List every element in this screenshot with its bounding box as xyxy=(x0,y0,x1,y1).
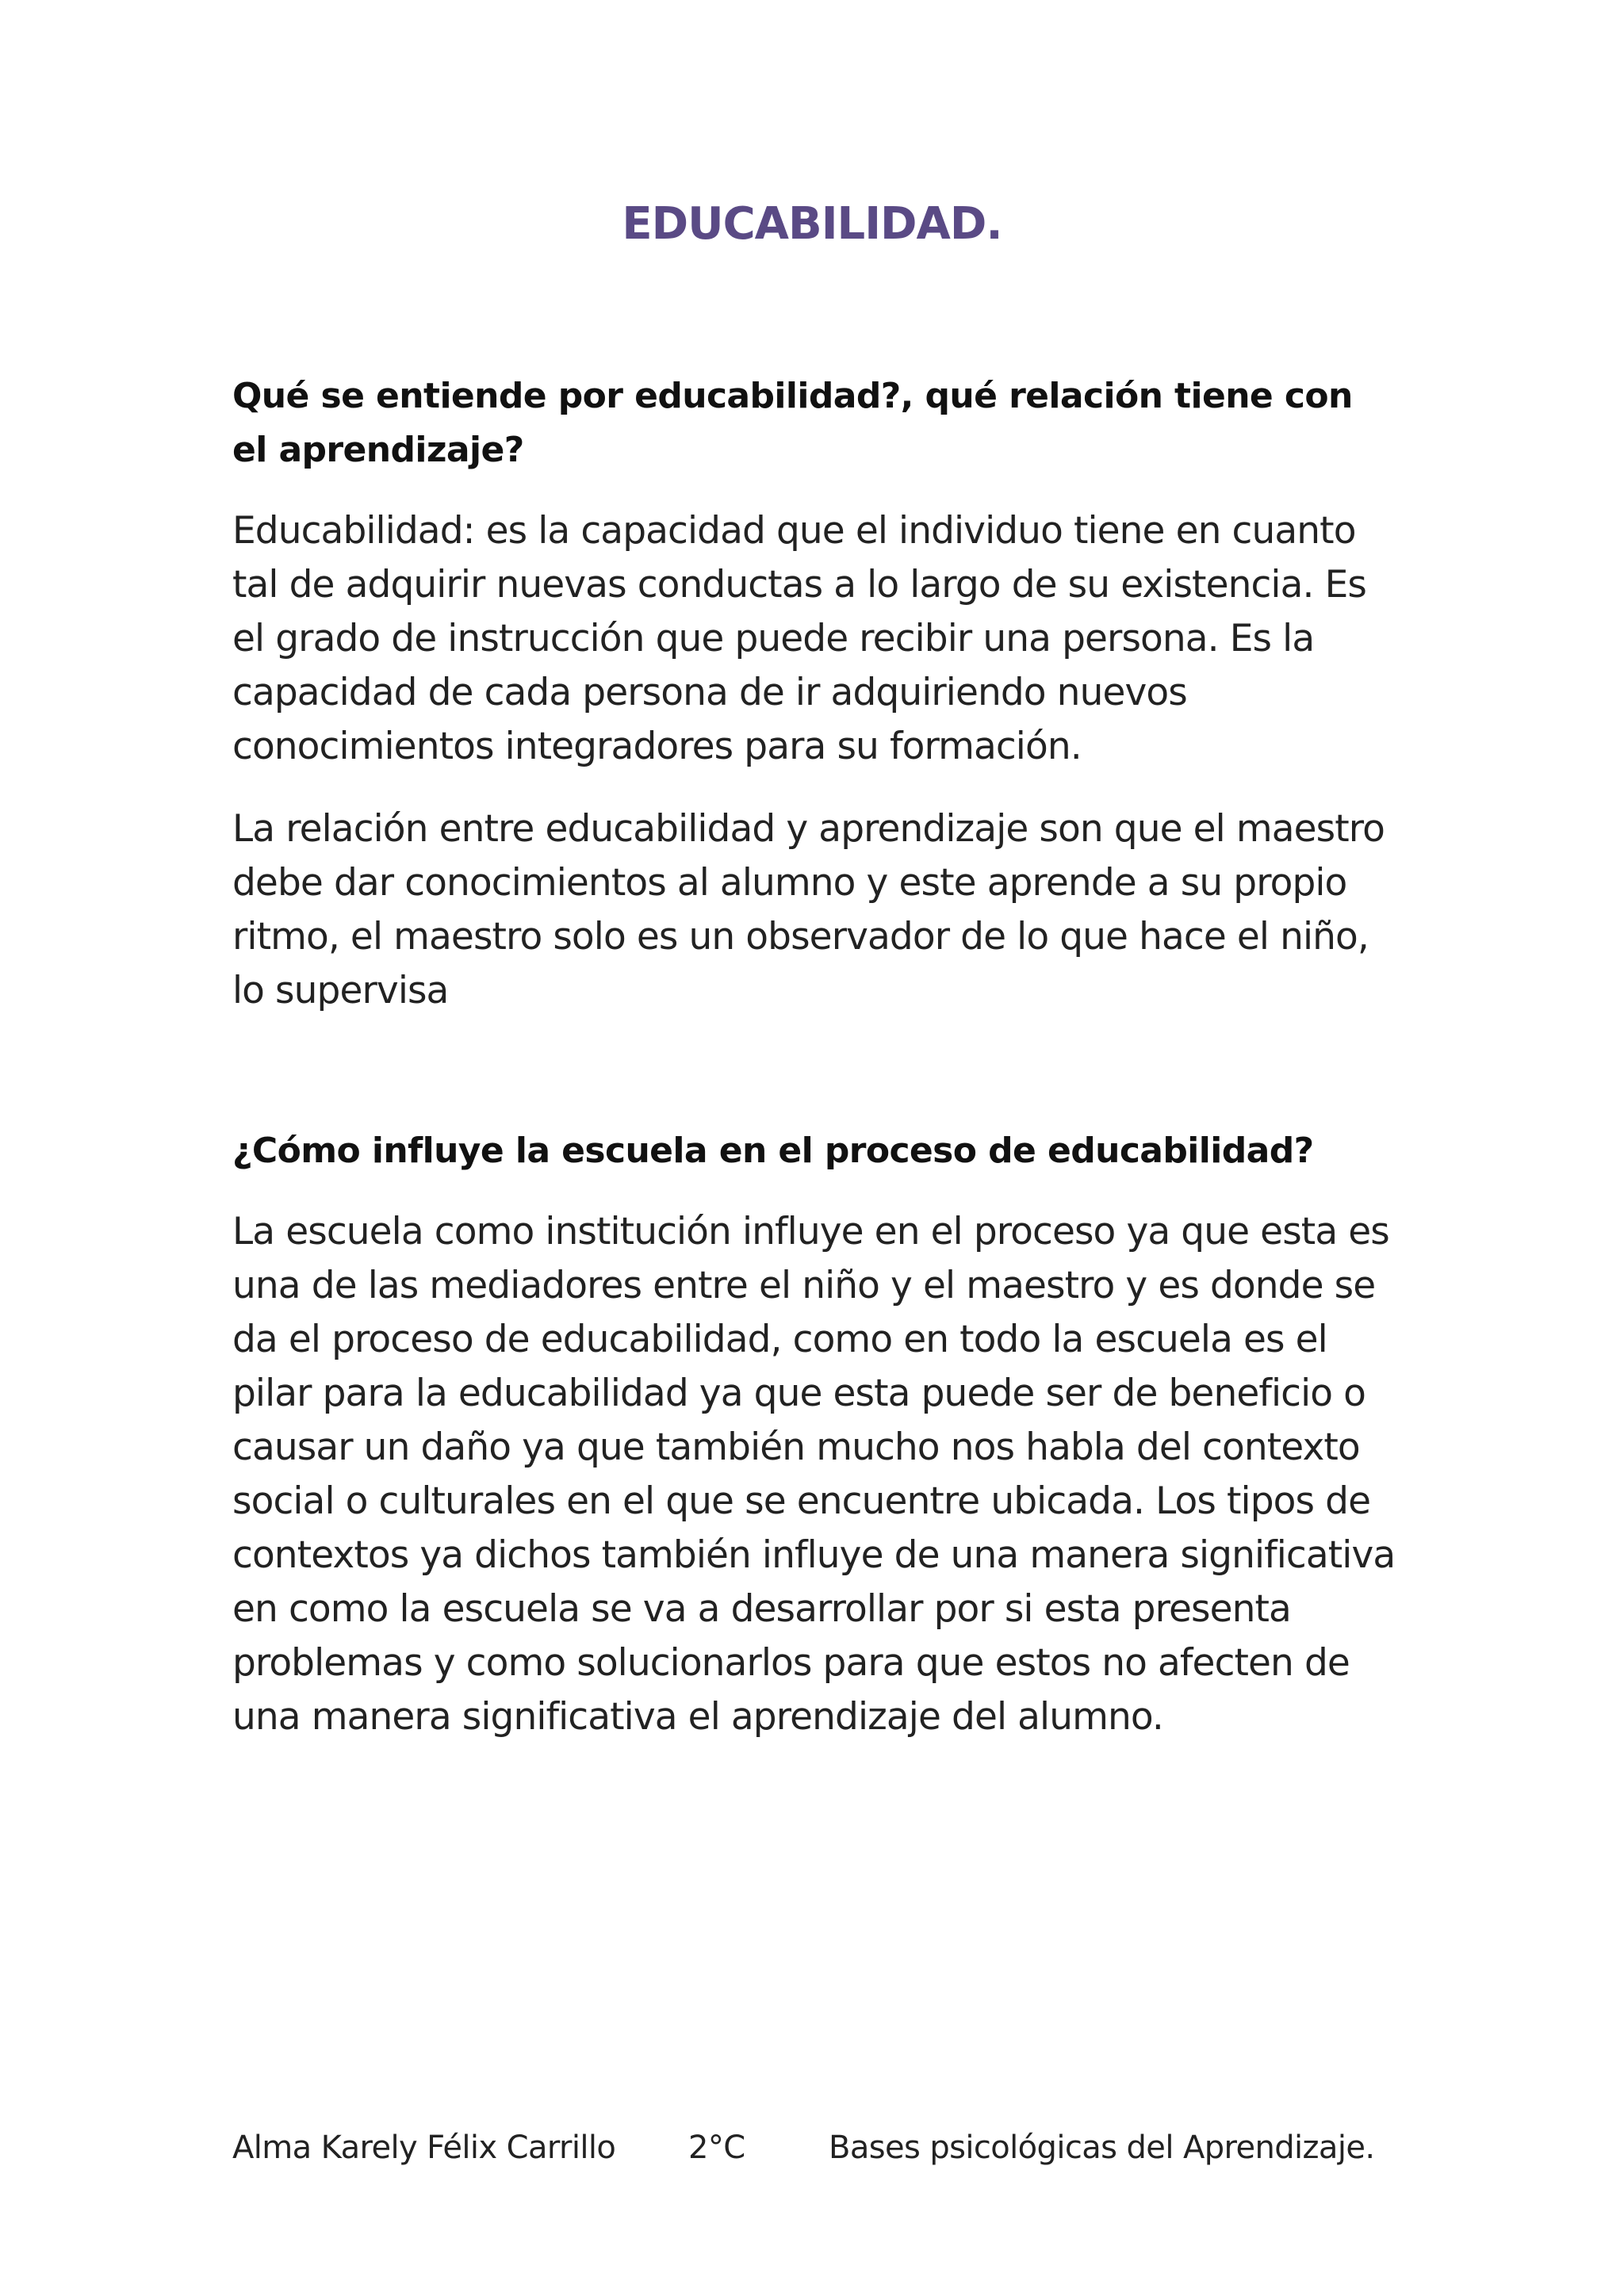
document-title: EDUCABILIDAD. xyxy=(622,198,1002,250)
section-paragraph-1: Educabilidad: es la capacidad que el individuo tiene en cuanto tal de adquirir nuevas conductas a lo largo de su existencia. Es el grado de instrucción que puede recibir una persona. Es la capacidad de cada persona de ir adquiriendo nuevos conocimientos integradores para su formación. xyxy=(232,509,1366,768)
footer-author: Alma Karely Félix Carrillo xyxy=(232,2130,616,2166)
section-paragraph-3: La escuela como institución influye en el proceso ya que esta es una de las mediadores entre el niño y el maestro y es donde se da el proceso de educabilidad, como en todo la escuela es el pilar para la educabilidad ya que esta puede ser de beneficio o causar un daño ya que también mucho nos habla del contexto social o culturales en el que se encuentre ubicada. Los tipos de contextos ya dichos también influye de una manera significativa en como la escuela se va a desarrollar por si esta presenta problemas y como solucionarlos para que estos no afecten de una manera significativa el aprendizaje del alumno. xyxy=(232,1210,1396,1739)
page-footer xyxy=(0,2120,1624,2175)
footer-subject: Bases psicológicas del Aprendizaje. xyxy=(829,2130,1375,2166)
section-question-2: ¿Cómo influye la escuela en el proceso de educabilidad? xyxy=(232,1131,1314,1171)
section-paragraph-2: La relación entre educabilidad y aprendizaje son que el maestro debe dar conocimientos al alumno y este aprende a su propio ritmo, el maestro solo es un observador de lo que hace el niño, lo supervisa xyxy=(232,807,1385,1012)
section-question-1: Qué se entiende por educabilidad?, qué relación tiene con el aprendizaje? xyxy=(232,376,1353,470)
footer-group: 2°C xyxy=(688,2130,745,2166)
